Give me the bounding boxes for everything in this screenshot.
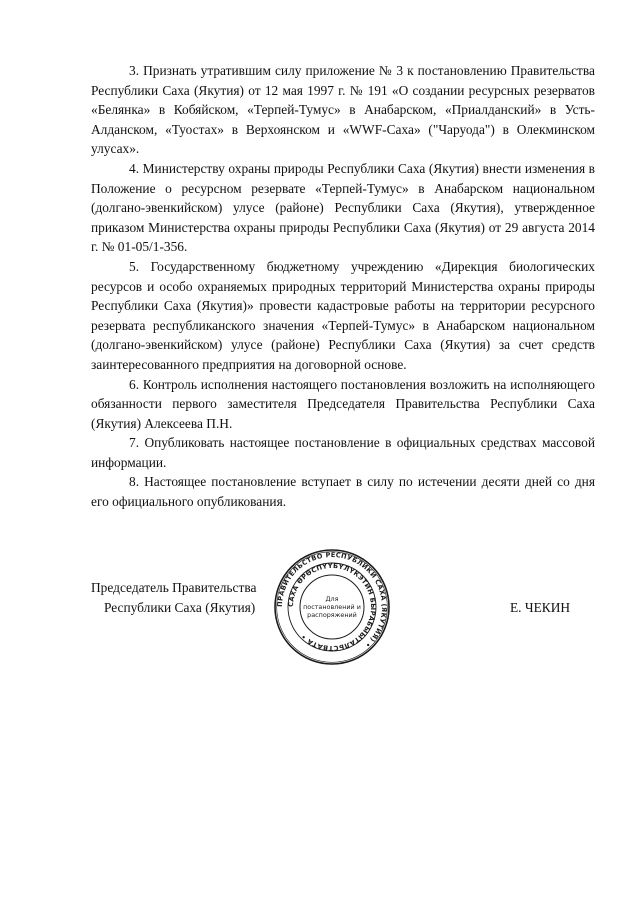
document-body <box>91 61 595 512</box>
seal-center-line3: распоряжений <box>307 611 357 619</box>
seal-outer-text: ПРАВИТЕЛЬСТВО РЕСПУБЛИКИ САХА (ЯКУТИЯ) • <box>275 550 389 650</box>
paragraph-5: 5. Государственному бюджетному учреждению «Дирекция биологических ресурсов и особо охраняемых природных территорий Министерства охраны природы Республики Саха (Якутия)» провести кадастровые работы на территории ресурсного резервата республиканского значения «Терпей-Тумус» в Анабарском национальном (долгано-эвенкийском) улусе (районе) Республики Саха (Якутия) за счет средств заинтересованного предприятия на договорной основе. <box>91 258 595 372</box>
signatory-title-line2: Республики Саха (Якутия) <box>104 600 256 615</box>
seal-center-line2: постановлений и <box>303 603 361 611</box>
seal-center-line1: Для <box>325 595 339 603</box>
paragraph-4: 4. Министерству охраны природы Республики Саха (Якутия) внести изменения в Положение о ресурсном резервате «Терпей-Тумус» в Анабарском национальном (долгано-эвенкийском) улусе (районе) Республики Саха (Якутия), утвержденное приказом Министерства охраны природы Республики Саха (Якутия) от 29 августа 2014 г. № 01-05/1-356. <box>91 160 595 255</box>
paragraph-8: 8. Настоящее постановление вступает в силу по истечении десяти дней со дня его официального опубликования. <box>91 474 595 510</box>
paragraph-6: 6. Контроль исполнения настоящего постановления возложить на исполняющего обязанности первого заместителя Председателя Правительства Республики Саха (Якутия) Алексеева П.Н. <box>91 376 595 431</box>
seal-stamp-icon <box>273 548 391 666</box>
paragraph-3: 3. Признать утратившим силу приложение № 3 к постановлению Правительства Республики Саха (Якутия) от 12 мая 1997 г. № 191 «О создании ресурсных резерватов «Белянка» в Кобяйском, «Терпей-Тумус» в Анабарском, «Приалданский» в Усть-Алданском, «Туостах» в Верхоянском и «WWF-Саха» ("Чаруода") в Олекминском улусах». <box>91 63 595 157</box>
signatory-title-line1: Председатель Правительства <box>91 580 257 595</box>
signatory-name: Е. ЧЕКИН <box>510 600 571 615</box>
signatory-title <box>91 578 256 618</box>
official-seal <box>273 548 391 666</box>
paragraph-7: 7. Опубликовать настоящее постановление в официальных средствах массовой информации. <box>91 435 595 470</box>
seal-inner-text: САХА ӨРӨСПҮҮБҮЛҮКЭТИН БЫРАБЫЫТАЛЬСТВАТА • <box>286 561 378 653</box>
